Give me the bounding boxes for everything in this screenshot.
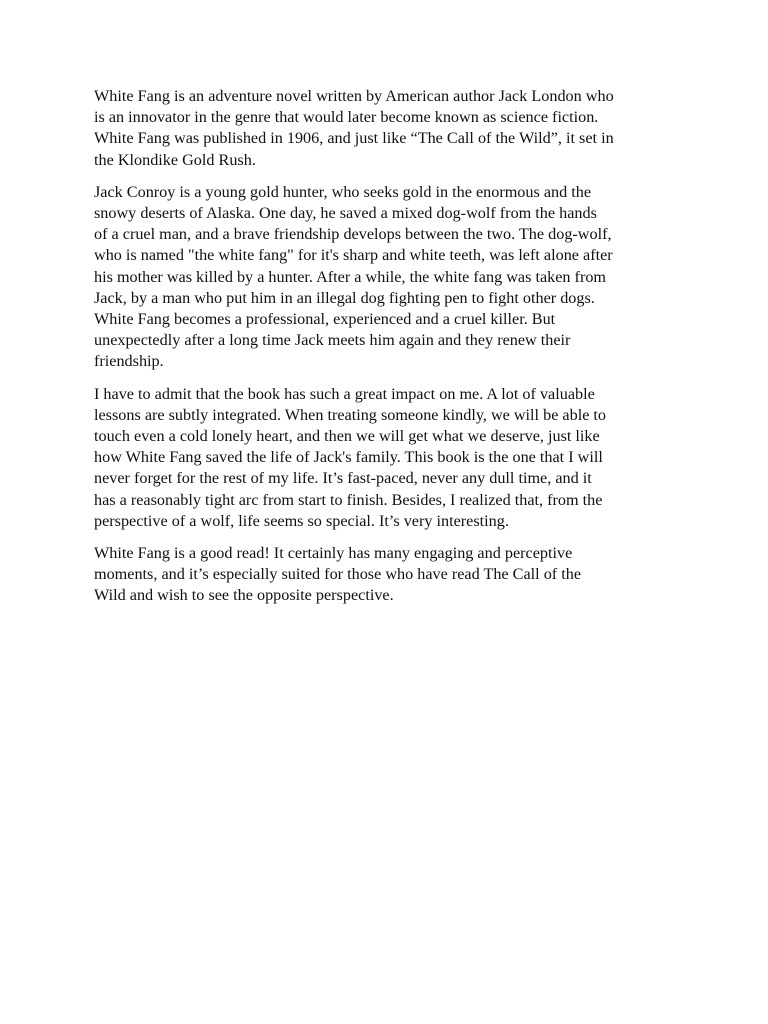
- paragraph-impact: I have to admit that the book has such a great impact on me. A lot of valuable lessons are subtly integrated. When treating someone kindly, we will be able to touch even a cold lonely heart, and then we will get what we deserve, just like how White Fang saved the life of Jack's family. This book is the one that I will never forget for the rest of my life. It’s fast-paced, never any dull time, and it has a reasonably tight arc from start to finish. Besides, I realized that, from the perspective of a wolf, life seems so special. It’s very interesting.: [94, 384, 607, 530]
- document-body: [94, 86, 686, 618]
- paragraph-intro: White Fang is an adventure novel written by American author Jack London who is an innovator in the genre that would later become known as science fiction. White Fang was published in 1906, and just like “The Call of the Wild”, it set in the Klondike Gold Rush.: [94, 87, 614, 169]
- paragraph-conclusion: White Fang is a good read! It certainly has many engaging and perceptive moments, and it’s especially suited for those who have read The Call of the Wild and wish to see the opposite perspective.: [94, 544, 581, 605]
- paragraph-plot: Jack Conroy is a young gold hunter, who seeks gold in the enormous and the snowy deserts of Alaska. One day, he saved a mixed dog-wolf from the hands of a cruel man, and a brave friendship develops between the two. The dog-wolf, who is named "the white fang" for it's sharp and white teeth, was left alone after his mother was killed by a hunter. After a while, the white fang was taken from Jack, by a man who put him in an illegal dog fighting pen to fight other dogs. White Fang becomes a professional, experienced and a cruel killer. But unexpectedly after a long time Jack meets him again and they renew their friendship.: [94, 182, 613, 371]
